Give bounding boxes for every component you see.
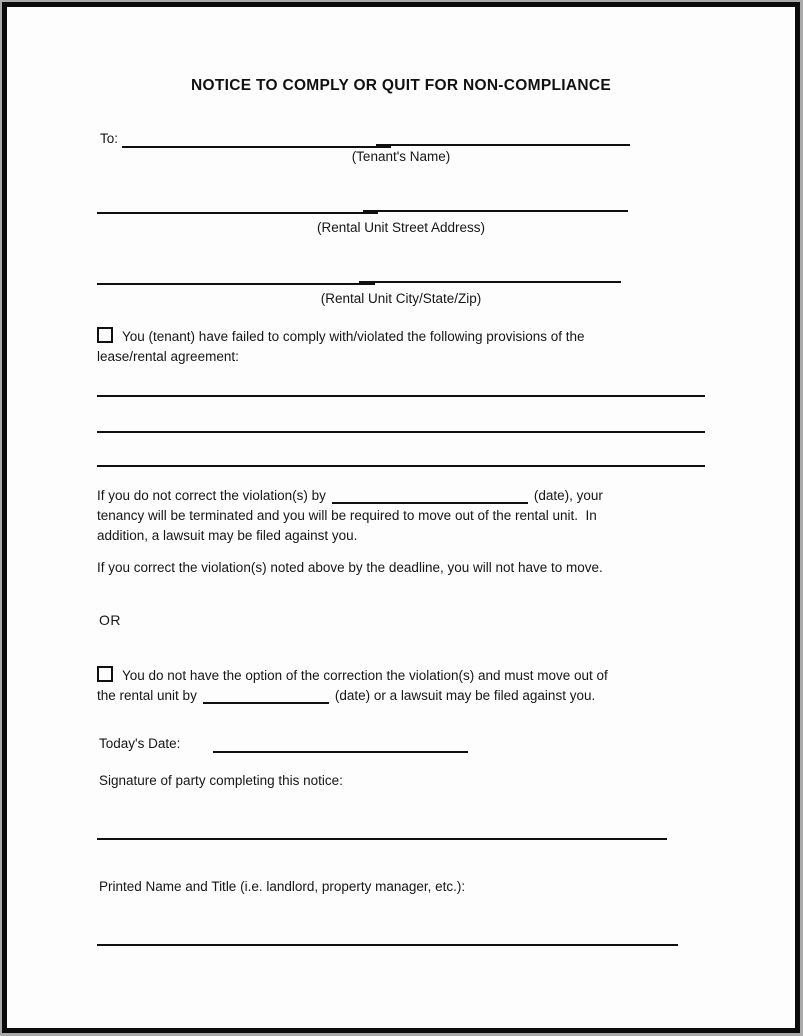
tenant-name-line[interactable] (122, 142, 630, 148)
city-state-zip-line[interactable] (97, 279, 621, 285)
or-label: OR (99, 612, 121, 628)
no-option-clause-line-2 (97, 686, 608, 706)
form-title: NOTICE TO COMPLY OR QUIT FOR NON-COMPLIANCE (191, 77, 611, 94)
correction-clause-text-after: (date), your (533, 488, 603, 503)
correction-clause-line-1 (97, 486, 603, 506)
no-option-date-blank[interactable] (203, 689, 329, 704)
no-option-clause-line-1 (97, 666, 608, 686)
correction-clause-line-2 (97, 506, 603, 526)
violation-clause-line-2 (97, 347, 585, 367)
no-option-clause-text-after: (date) or a lawsuit may be filed against you. (334, 688, 596, 703)
notice-form-page (2, 2, 800, 1033)
violation-write-in-line-1[interactable] (97, 395, 705, 397)
no-option-clause-text-before: the rental unit by (97, 688, 197, 703)
violation-clause-line-1 (97, 327, 585, 347)
street-address-caption: (Rental Unit Street Address) (316, 220, 486, 235)
street-address-line[interactable] (97, 208, 628, 214)
no-option-checkbox[interactable] (97, 666, 113, 682)
todays-date-label: Today's Date: (99, 736, 181, 751)
correction-clause-text-2: tenancy will be terminated and you will be required to move out of the rental unit. In (97, 508, 597, 523)
correction-clause-text-3: addition, a lawsuit may be filed against you. (97, 528, 358, 543)
tenant-name-caption: (Tenant's Name) (351, 149, 451, 164)
city-state-zip-caption: (Rental Unit City/State/Zip) (320, 291, 482, 306)
no-option-clause (97, 666, 608, 706)
signature-label: Signature of party completing this notice: (99, 773, 343, 788)
violation-checkbox[interactable] (97, 327, 113, 343)
correction-clause (97, 486, 603, 546)
correction-clause-text-before: If you do not correct the violation(s) by (97, 488, 326, 503)
violation-clause (97, 327, 585, 367)
deadline-note-text: If you correct the violation(s) noted above by the deadline, you will not have to move. (97, 560, 603, 575)
violation-write-in-line-3[interactable] (97, 465, 705, 467)
correction-clause-line-3 (97, 526, 603, 546)
todays-date-line[interactable] (213, 751, 468, 753)
violation-clause-text-1: You (tenant) have failed to comply with/violated the following provisions of the (122, 329, 585, 344)
no-option-clause-text-1: You do not have the option of the correction the violation(s) and must move out of (122, 668, 608, 683)
violation-write-in-line-2[interactable] (97, 431, 705, 433)
correction-date-blank[interactable] (332, 489, 528, 504)
signature-line[interactable] (97, 838, 667, 840)
to-label: To: (100, 131, 119, 146)
deadline-note (97, 558, 603, 578)
violation-clause-text-2: lease/rental agreement: (97, 349, 239, 364)
printed-name-label: Printed Name and Title (i.e. landlord, property manager, etc.): (99, 879, 466, 894)
printed-name-line[interactable] (97, 944, 678, 946)
